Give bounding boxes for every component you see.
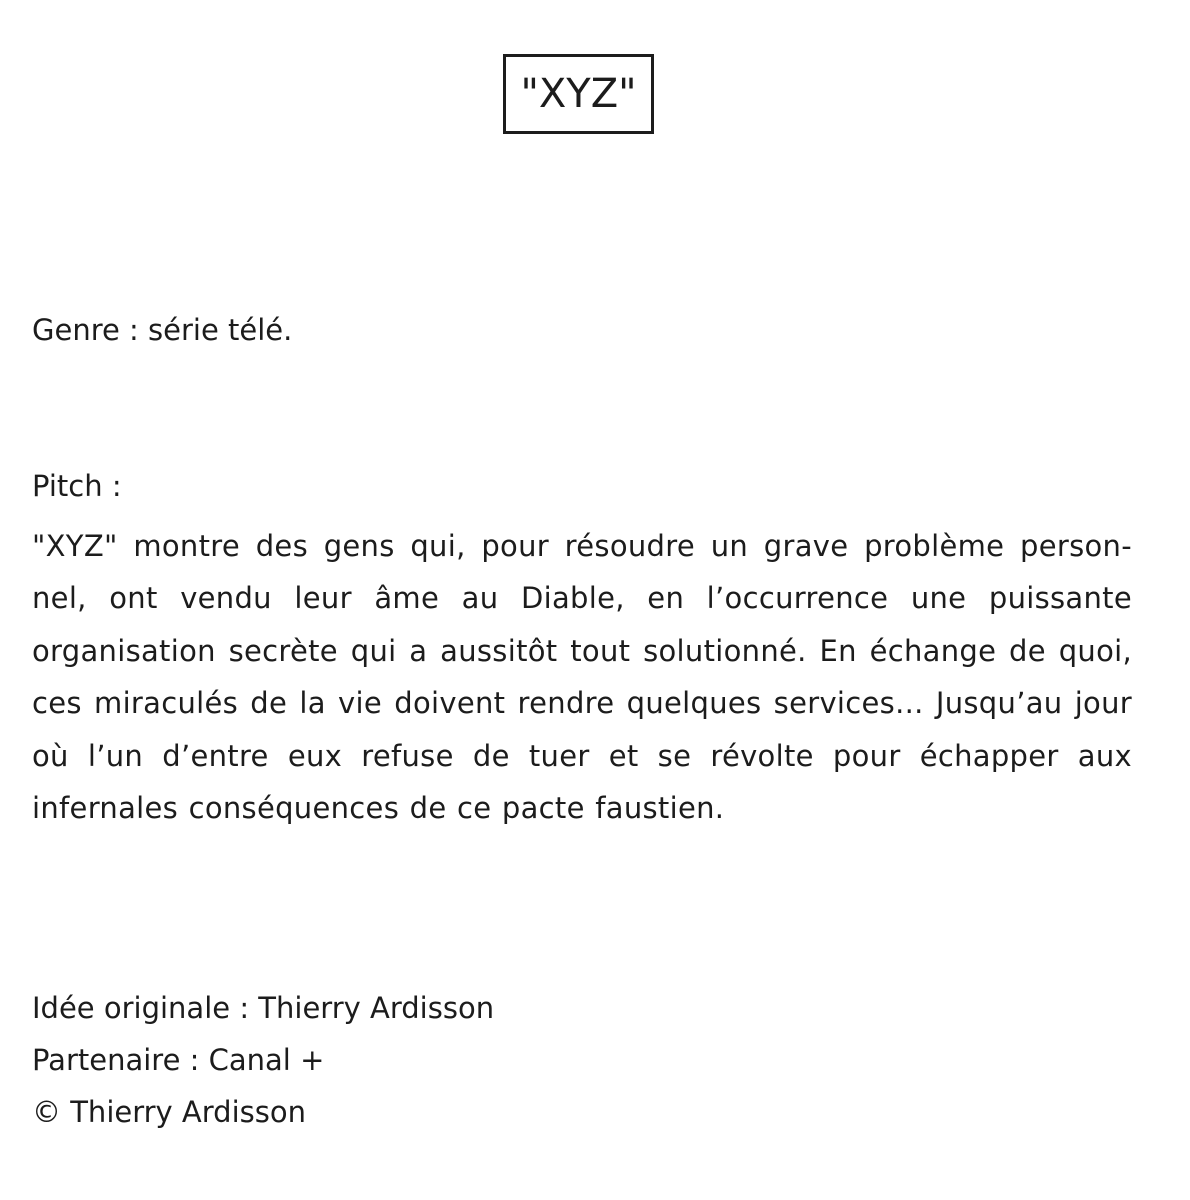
- credit-partner: Partenaire : Canal +: [32, 1043, 325, 1077]
- pitch-label: Pitch :: [32, 469, 122, 503]
- pitch-paragraph: "XYZ" montre des gens qui, pour résoudre un grave problème person-nel, ont vendu leur âme au Diable, en l’occurrence une puissante organisation secrète qui a aussitôt tout solutionné. En échange de quoi, ces miraculés de la vie doivent rendre quelques services... Jusqu’au jour où l’un d’entre eux refuse de tuer et se révolte pour échapper aux infernales conséquences de ce pacte faustien.: [32, 529, 1132, 826]
- credit-copyright: © Thierry Ardisson: [32, 1095, 306, 1129]
- page-title: "XYZ": [520, 71, 637, 117]
- title-box: [503, 54, 654, 134]
- credit-original-idea: Idée originale : Thierry Ardisson: [32, 991, 495, 1025]
- genre-line: Genre : série télé.: [32, 313, 293, 347]
